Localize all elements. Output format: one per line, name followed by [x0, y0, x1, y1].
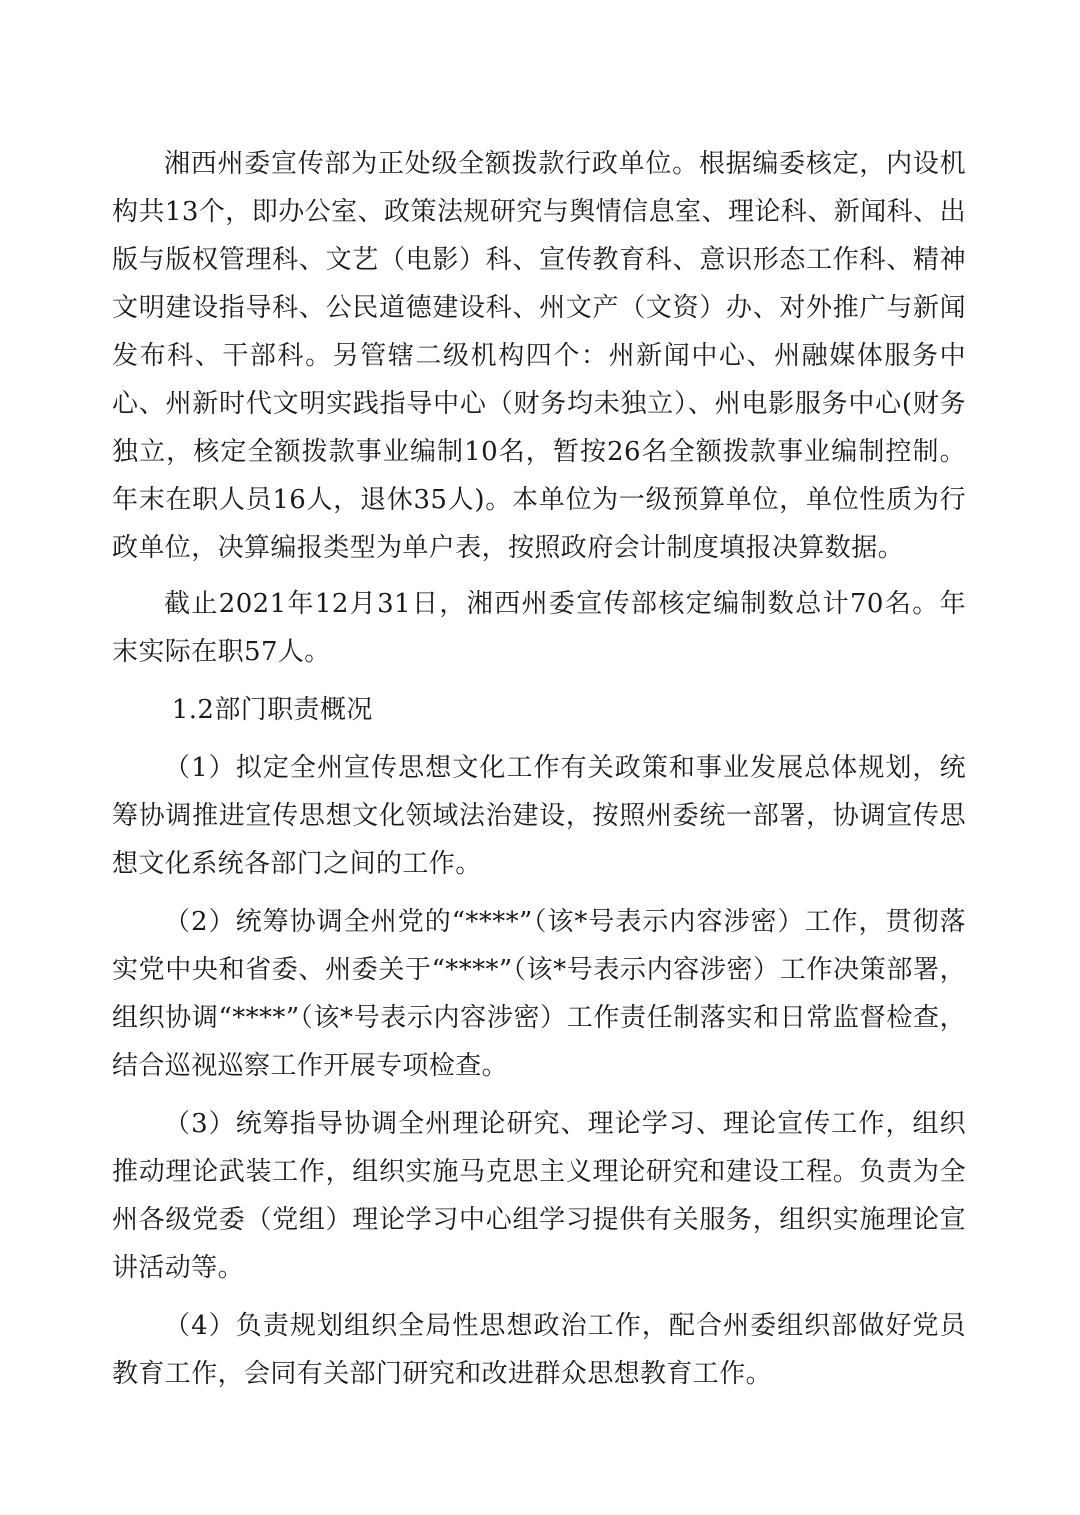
document-body [112, 140, 966, 1398]
duty-item-4: （4）负责规划组织全局性思想政治工作，配合州委组织部做好党员教育工作，会同有关部门研究和改进群众思想教育工作。 [112, 1311, 966, 1389]
paragraph-unit-overview: 湘西州委宣传部为正处级全额拨款行政单位。根据编委核定，内设机构共13个，即办公室、政策法规研究与舆情信息室、理论科、新闻科、出版与版权管理科、文艺（电影）科、宣传教育科、意识形态工作科、精神文明建设指导科、公民道德建设科、州文产（文资）办、对外推广与新闻发布科、干部科。另管辖二级机构四个：州新闻中心、州融媒体服务中心、州新时代文明实践指导中心（财务均未独立）、州电影服务中心(财务独立，核定全额拨款事业编制10名，暂按26名全额拨款事业编制控制。年末在职人员16人，退休35人)。本单位为一级预算单位，单位性质为行政单位，决算编报类型为单户表，按照政府会计制度填报决算数据。 [112, 149, 966, 563]
duty-item-2: （2）统筹协调全州党的“****”（该*号表示内容涉密）工作，贯彻落实党中央和省委、州委关于“****”（该*号表示内容涉密）工作决策部署，组织协调“****”（该*号表示内容涉密）工作责任制落实和日常监督检查，结合巡视巡察工作开展专项检查。 [112, 907, 966, 1081]
duty-item-1: （1）拟定全州宣传思想文化工作有关政策和事业发展总体规划，统筹协调推进宣传思想文化领域法治建设，按照州委统一部署，协调宣传思想文化系统各部门之间的工作。 [112, 753, 966, 879]
duty-item-3: （3）统筹指导协调全州理论研究、理论学习、理论宣传工作，组织推动理论武装工作，组织实施马克思主义理论研究和建设工程。负责为全州各级党委（党组）理论学习中心组学习提供有关服务，组织实施理论宣讲活动等。 [112, 1109, 966, 1283]
section-heading: 1.2部门职责概况 [171, 695, 373, 725]
paragraph-staffing-summary: 截止2021年12月31日，湘西州委宣传部核定编制数总计70名。年末实际在职57人。 [112, 589, 966, 667]
